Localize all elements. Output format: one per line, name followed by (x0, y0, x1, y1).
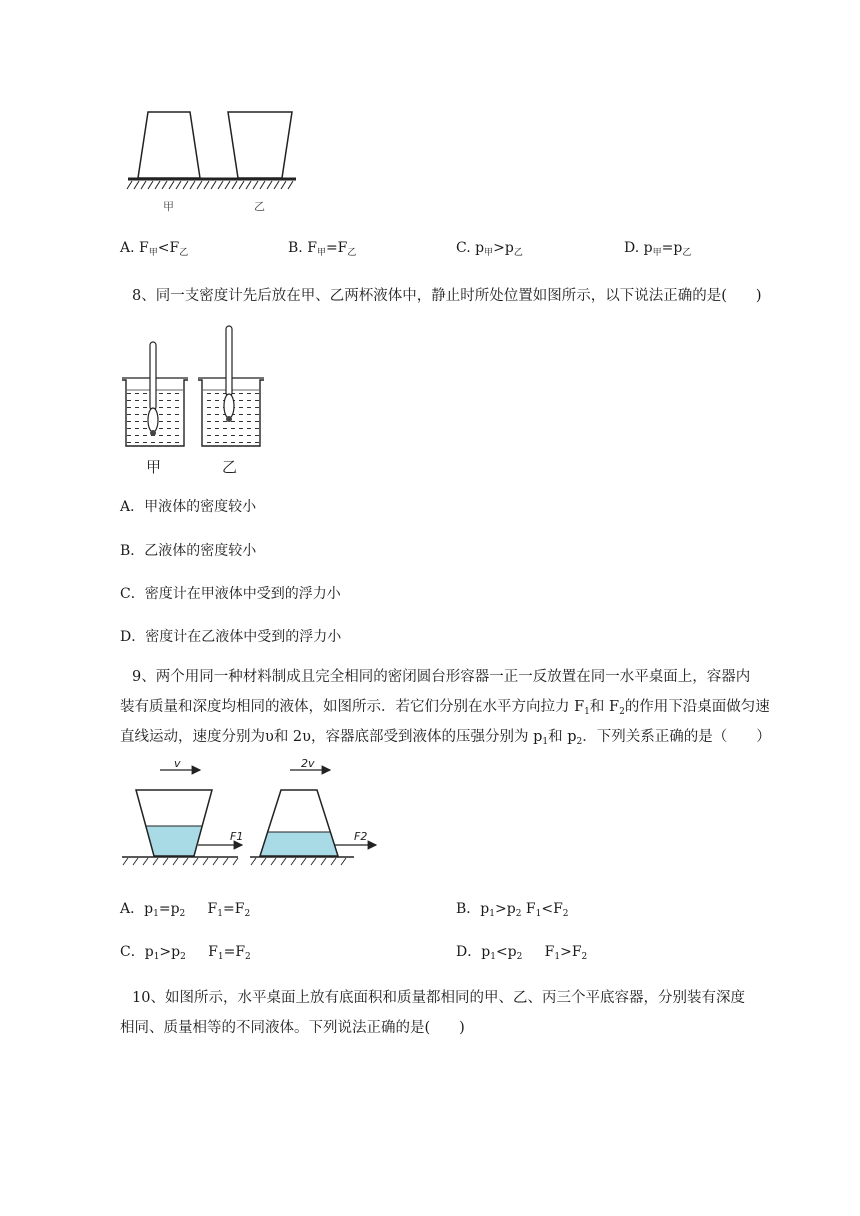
fig7-label-a: 甲 (163, 200, 174, 213)
q10-stem-line1: 10、如图所示，水平桌面上放有底面积和质量都相同的甲、乙、丙三个平底容器，分别装有深度 (132, 990, 745, 1006)
q8-stem: 8、同一支密度计先后放在甲、乙两杯液体中，静止时所处位置如图所示，以下说法正确的是( ) (132, 288, 762, 304)
q9-fig-v1: v (174, 758, 181, 770)
q9-option-d[interactable]: D．$p_1<p_2$ $F_1>F_2$ (456, 944, 588, 962)
q8-fig-label-a: 甲 (146, 458, 162, 476)
q7-option-a[interactable]: A. $F_甲<F_乙$ (120, 240, 189, 258)
q7-option-c[interactable]: C. $p_甲>p_乙$ (456, 240, 523, 258)
q9-option-a[interactable]: A．$p_1=p_2$ $F_1=F_2$ (120, 901, 251, 919)
q9-stem-line3: 直线运动，速度分别为υ和 2υ，容器底部受到液体的压强分别为 $p_1$和 $p_2$．下列关系正确的是（ ） (120, 729, 771, 747)
q8-option-d[interactable]: D．密度计在乙液体中受到的浮力小 (120, 629, 342, 645)
fig7-label-b: 乙 (254, 200, 265, 213)
q9-figure (118, 758, 388, 876)
q8-option-b[interactable]: B．乙液体的密度较小 (120, 543, 257, 559)
q7-figure (120, 100, 310, 220)
q9-stem-line1: 9、两个用同一种材料制成且完全相同的密闭圆台形容器一正一反放置在同一水平桌面上，容器内 (132, 669, 751, 685)
q9-fig-f2: F2 (354, 830, 368, 843)
q8-option-a[interactable]: A．甲液体的密度较小 (120, 499, 257, 515)
q7-option-b[interactable]: B. $F_甲=F_乙$ (288, 240, 357, 258)
q10-stem-line2: 相同、质量相等的不同液体。下列说法正确的是( ) (120, 1020, 465, 1036)
q8-option-c[interactable]: C．密度计在甲液体中受到的浮力小 (120, 586, 341, 602)
q8-figure (118, 320, 268, 480)
q9-option-c[interactable]: C．$p_1>p_2$ $F_1=F_2$ (120, 944, 251, 962)
q9-stem-line2: 装有质量和深度均相同的液体，如图所示．若它们分别在水平方向拉力 $F_1$和 $F_2$的作用下沿桌面做匀速 (120, 699, 770, 717)
q7-option-d[interactable]: D. $p_甲=p_乙$ (624, 240, 692, 258)
q9-fig-v2: 2v (301, 758, 315, 770)
q9-option-b[interactable]: B．$p_1>p_2$ $F_1<F_2$ (456, 901, 569, 919)
q8-fig-label-b: 乙 (222, 458, 238, 476)
q9-fig-f1: F1 (230, 830, 244, 843)
